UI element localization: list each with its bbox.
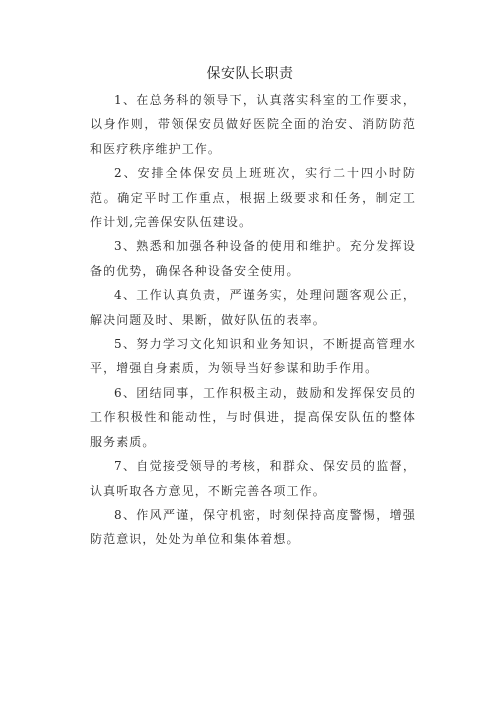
duty-item-8: 8、作风严谨，保守机密，时刻保持高度警惕，增强防范意识，处处为单位和集体着想。 bbox=[90, 507, 416, 547]
document-title: 保安队长职责 bbox=[206, 66, 294, 82]
duty-item-2: 2、安排全体保安员上班班次，实行二十四小时防范。确定平时工作重点，根据上级要求和任务，制定工作计划,完善保安队伍建设。 bbox=[90, 166, 416, 230]
duty-item-1: 1、在总务科的领导下，认真落实科室的工作要求，以身作则，带领保安员做好医院全面的治安、消防防范和医疗秩序维护工作。 bbox=[90, 93, 416, 156]
duty-item-6: 6、团结同事，工作积极主动，鼓励和发挥保安员的工作积极性和能动性，与时俱进，提高保安队伍的整体服务素质。 bbox=[90, 385, 416, 449]
duty-item-5: 5、努力学习文化知识和业务知识，不断提高管理水平，增强自身素质，为领导当好参谋和助手作用。 bbox=[90, 337, 416, 376]
document-body bbox=[90, 88, 416, 552]
duty-item-3: 3、熟悉和加强各种设备的使用和维护。充分发挥设备的优势，确保各种设备安全使用。 bbox=[90, 239, 416, 278]
duty-item-4: 4、工作认真负责，严谨务实，处理问题客观公正，解决问题及时、果断，做好队伍的表率。 bbox=[90, 288, 416, 327]
duty-item-7: 7、自觉接受领导的考核，和群众、保安员的监督，认真听取各方意见，不断完善各项工作。 bbox=[90, 459, 416, 498]
